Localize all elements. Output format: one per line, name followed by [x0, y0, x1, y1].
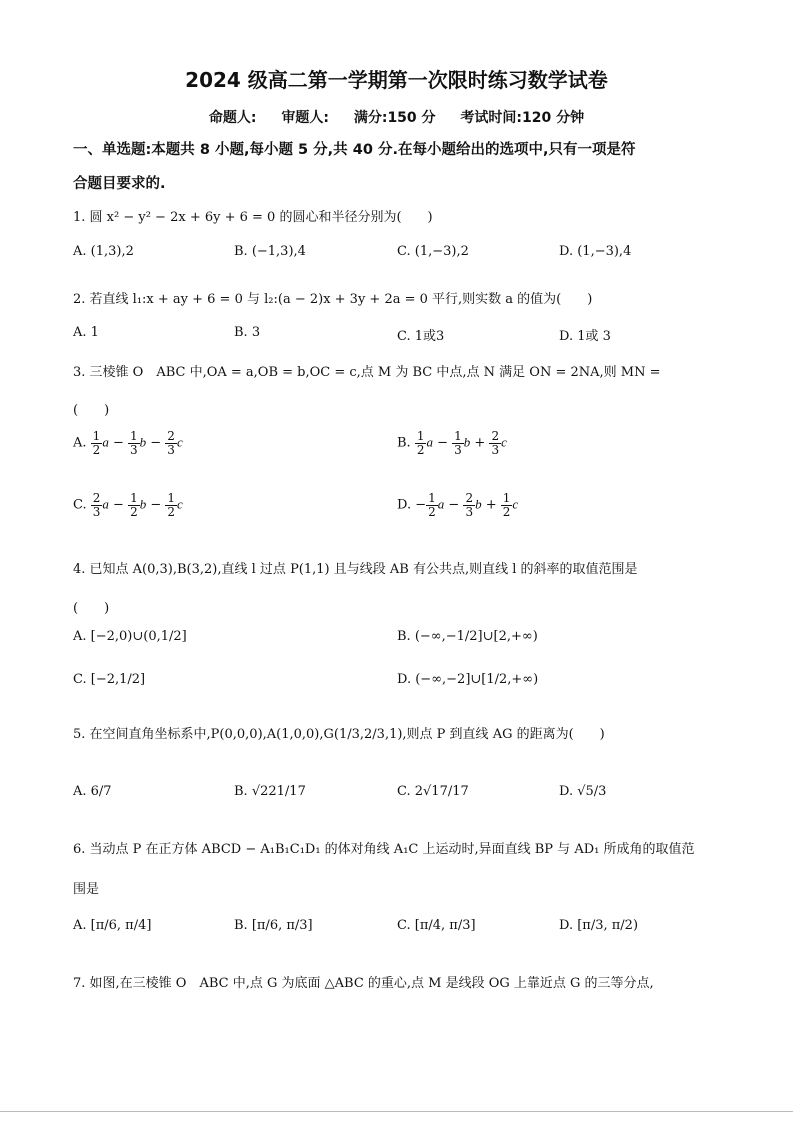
question-6-option-c: C. [π/4, π/3] — [397, 918, 476, 933]
reviewer-label: 审题人: — [281, 110, 329, 126]
option-a-label: A. — [73, 435, 87, 451]
question-6-stem-line2: 围是 — [73, 882, 100, 897]
option-b-label: B. — [397, 435, 411, 451]
option-c-label: C. — [73, 497, 87, 513]
question-7-stem: 7. 如图,在三棱锥 O ABC 中,点 G 为底面 △ABC 的重心,点 M 是线段 OG 上靠近点 G 的三等分点, — [73, 976, 654, 991]
question-3-option-d: D. − $\frac{1}{2}$ a − $\frac{2}{3}$ b + $\frac{1}{2}$ c — [397, 491, 519, 519]
question-2-option-d: D. 1或 3 — [559, 329, 611, 344]
score-label: 满分:150 分 — [353, 110, 436, 126]
question-4-option-d: D. (−∞,−2]∪[1/2,+∞) — [397, 672, 539, 687]
question-2-option-b: B. 3 — [234, 325, 261, 340]
question-2-option-a: A. 1 — [73, 325, 99, 340]
question-5-option-d: D. √5/3 — [559, 784, 607, 799]
time-label: 考试时间:120 分钟 — [460, 110, 585, 126]
question-1-option-b: B. (−1,3),4 — [234, 244, 306, 259]
question-1-option-c: C. (1,−3),2 — [397, 244, 469, 259]
question-5-option-c: C. 2√17/17 — [397, 784, 469, 799]
question-5-option-b: B. √221/17 — [234, 784, 306, 799]
question-3-option-a: A. $\frac{1}{2}$ a − $\frac{1}{3}$ b − $\frac{2}{3}$ c — [73, 429, 183, 457]
exam-meta — [0, 107, 793, 127]
question-3-stem: 3. 三棱锥 O ABC 中,OA = a,OB = b,OC = c,点 M 为 BC 中点,点 N 满足 ON = 2NA,则 MN = — [73, 365, 661, 380]
question-4-option-a: A. [−2,0)∪(0,1/2] — [73, 629, 187, 644]
question-1-stem: 1. 圆 x² − y² − 2x + 6y + 6 = 0 的圆心和半径分别为( ) — [73, 210, 433, 225]
question-4-paren: ( ) — [73, 601, 110, 616]
question-4-option-c: C. [−2,1/2] — [73, 672, 146, 687]
section-heading-line1: 一、单选题:本题共 8 小题,每小题 5 分,共 40 分.在每小题给出的选项中,只有一项是符 — [73, 142, 636, 158]
question-6-option-b: B. [π/6, π/3] — [234, 918, 313, 933]
question-2-stem: 2. 若直线 l₁:x + ay + 6 = 0 与 l₂:(a − 2)x + 3y + 2a = 0 平行,则实数 a 的值为( ) — [73, 292, 593, 307]
question-6-stem-line1: 6. 当动点 P 在正方体 ABCD − A₁B₁C₁D₁ 的体对角线 A₁C 上运动时,异面直线 BP 与 AD₁ 所成角的取值范 — [73, 842, 695, 857]
question-1-option-d: D. (1,−3),4 — [559, 244, 632, 259]
setter-label: 命题人: — [208, 110, 257, 126]
question-4-stem: 4. 已知点 A(0,3),B(3,2),直线 l 过点 P(1,1) 且与线段 AB 有公共点,则直线 l 的斜率的取值范围是 — [73, 562, 638, 577]
question-3-paren: ( ) — [73, 403, 110, 418]
page-bottom-divider — [0, 1111, 793, 1112]
question-5-stem: 5. 在空间直角坐标系中,P(0,0,0),A(1,0,0),G(1/3,2/3,1),则点 P 到直线 AG 的距离为( ) — [73, 727, 605, 742]
exam-title: 2024 级高二第一学期第一次限时练习数学试卷 — [185, 68, 608, 92]
section-heading-line2: 合题目要求的. — [73, 176, 166, 192]
question-5-option-a: A. 6/7 — [73, 784, 112, 799]
question-3-option-b: B. $\frac{1}{2}$ a − $\frac{1}{3}$ b + $\frac{2}{3}$ c — [397, 429, 507, 457]
question-3-option-c: C. $\frac{2}{3}$ a − $\frac{1}{2}$ b − $\frac{1}{2}$ c — [73, 491, 183, 519]
question-6-option-d: D. [π/3, π/2) — [559, 918, 639, 933]
option-d-label: D. — [397, 497, 412, 513]
question-6-option-a: A. [π/6, π/4] — [73, 918, 152, 933]
question-1-option-a: A. (1,3),2 — [73, 244, 134, 259]
question-2-option-c: C. 1或3 — [397, 329, 445, 344]
question-4-option-b: B. (−∞,−1/2]∪[2,+∞) — [397, 629, 538, 644]
